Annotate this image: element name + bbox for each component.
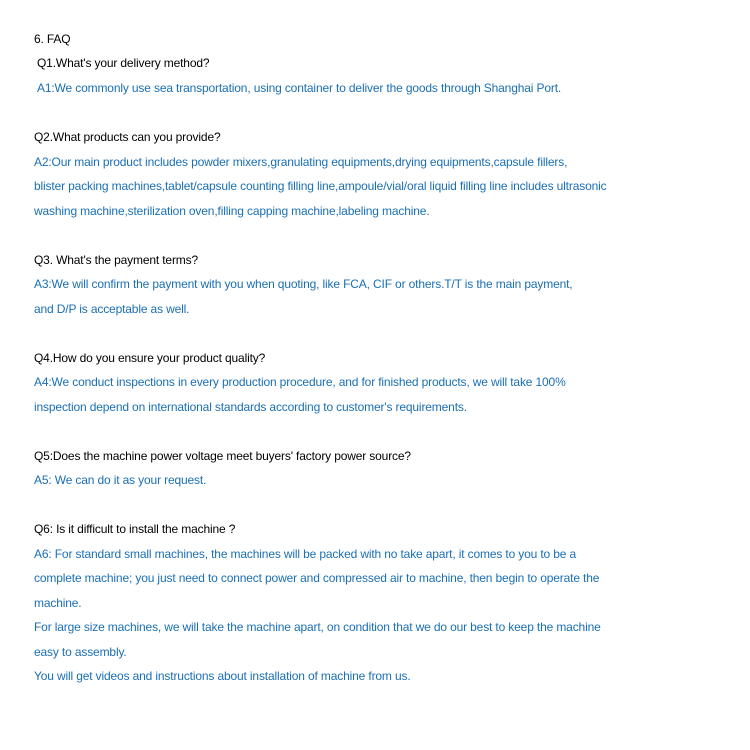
faq-question-3: Q3. What's the payment terms? [34, 253, 199, 267]
faq-answer-4-line-1: A4:We conduct inspections in every production procedure, and for finished products, we will take 100% [34, 375, 566, 389]
faq-answer-6-line-5: easy to assembly. [34, 645, 127, 659]
faq-answer-6-line-3: machine. [34, 596, 82, 610]
faq-answer-6-line-4: For large size machines, we will take the machine apart, on condition that we do our best to keep the machine [34, 620, 601, 634]
faq-answer-3-line-2: and D/P is acceptable as well. [34, 302, 190, 316]
faq-question-1: Q1.What's your delivery method? [37, 56, 210, 70]
faq-answer-2-line-2: blister packing machines,tablet/capsule counting filling line,ampoule/vial/oral liquid filling line includes ultrasonic [34, 179, 607, 193]
faq-question-6: Q6: Is it difficult to install the machine ? [34, 522, 236, 536]
faq-answer-3-line-1: A3:We will confirm the payment with you when quoting, like FCA, CIF or others.T/T is the main payment, [34, 277, 573, 291]
faq-answer-5-line-1: A5: We can do it as your request. [34, 473, 207, 487]
faq-answer-6-line-1: A6: For standard small machines, the machines will be packed with no take apart, it comes to you to be a [34, 547, 577, 561]
faq-title: 6. FAQ [34, 32, 71, 46]
faq-question-5: Q5:Does the machine power voltage meet buyers' factory power source? [34, 449, 411, 463]
faq-question-4: Q4.How do you ensure your product quality? [34, 351, 266, 365]
faq-question-2: Q2.What products can you provide? [34, 130, 221, 144]
faq-answer-6-line-6: You will get videos and instructions about installation of machine from us. [34, 669, 411, 683]
faq-answer-6-line-2: complete machine; you just need to connect power and compressed air to machine, then begin to operate the [34, 571, 600, 585]
faq-answer-2-line-3: washing machine,sterilization oven,filling capping machine,labeling machine. [34, 204, 430, 218]
faq-answer-4-line-2: inspection depend on international standards according to customer's requirements. [34, 400, 467, 414]
faq-answer-2-line-1: A2:Our main product includes powder mixers,granulating equipments,drying equipments,capsule fillers, [34, 155, 568, 169]
faq-answer-1-line-1: A1:We commonly use sea transportation, using container to deliver the goods through Shanghai Port. [37, 81, 562, 95]
